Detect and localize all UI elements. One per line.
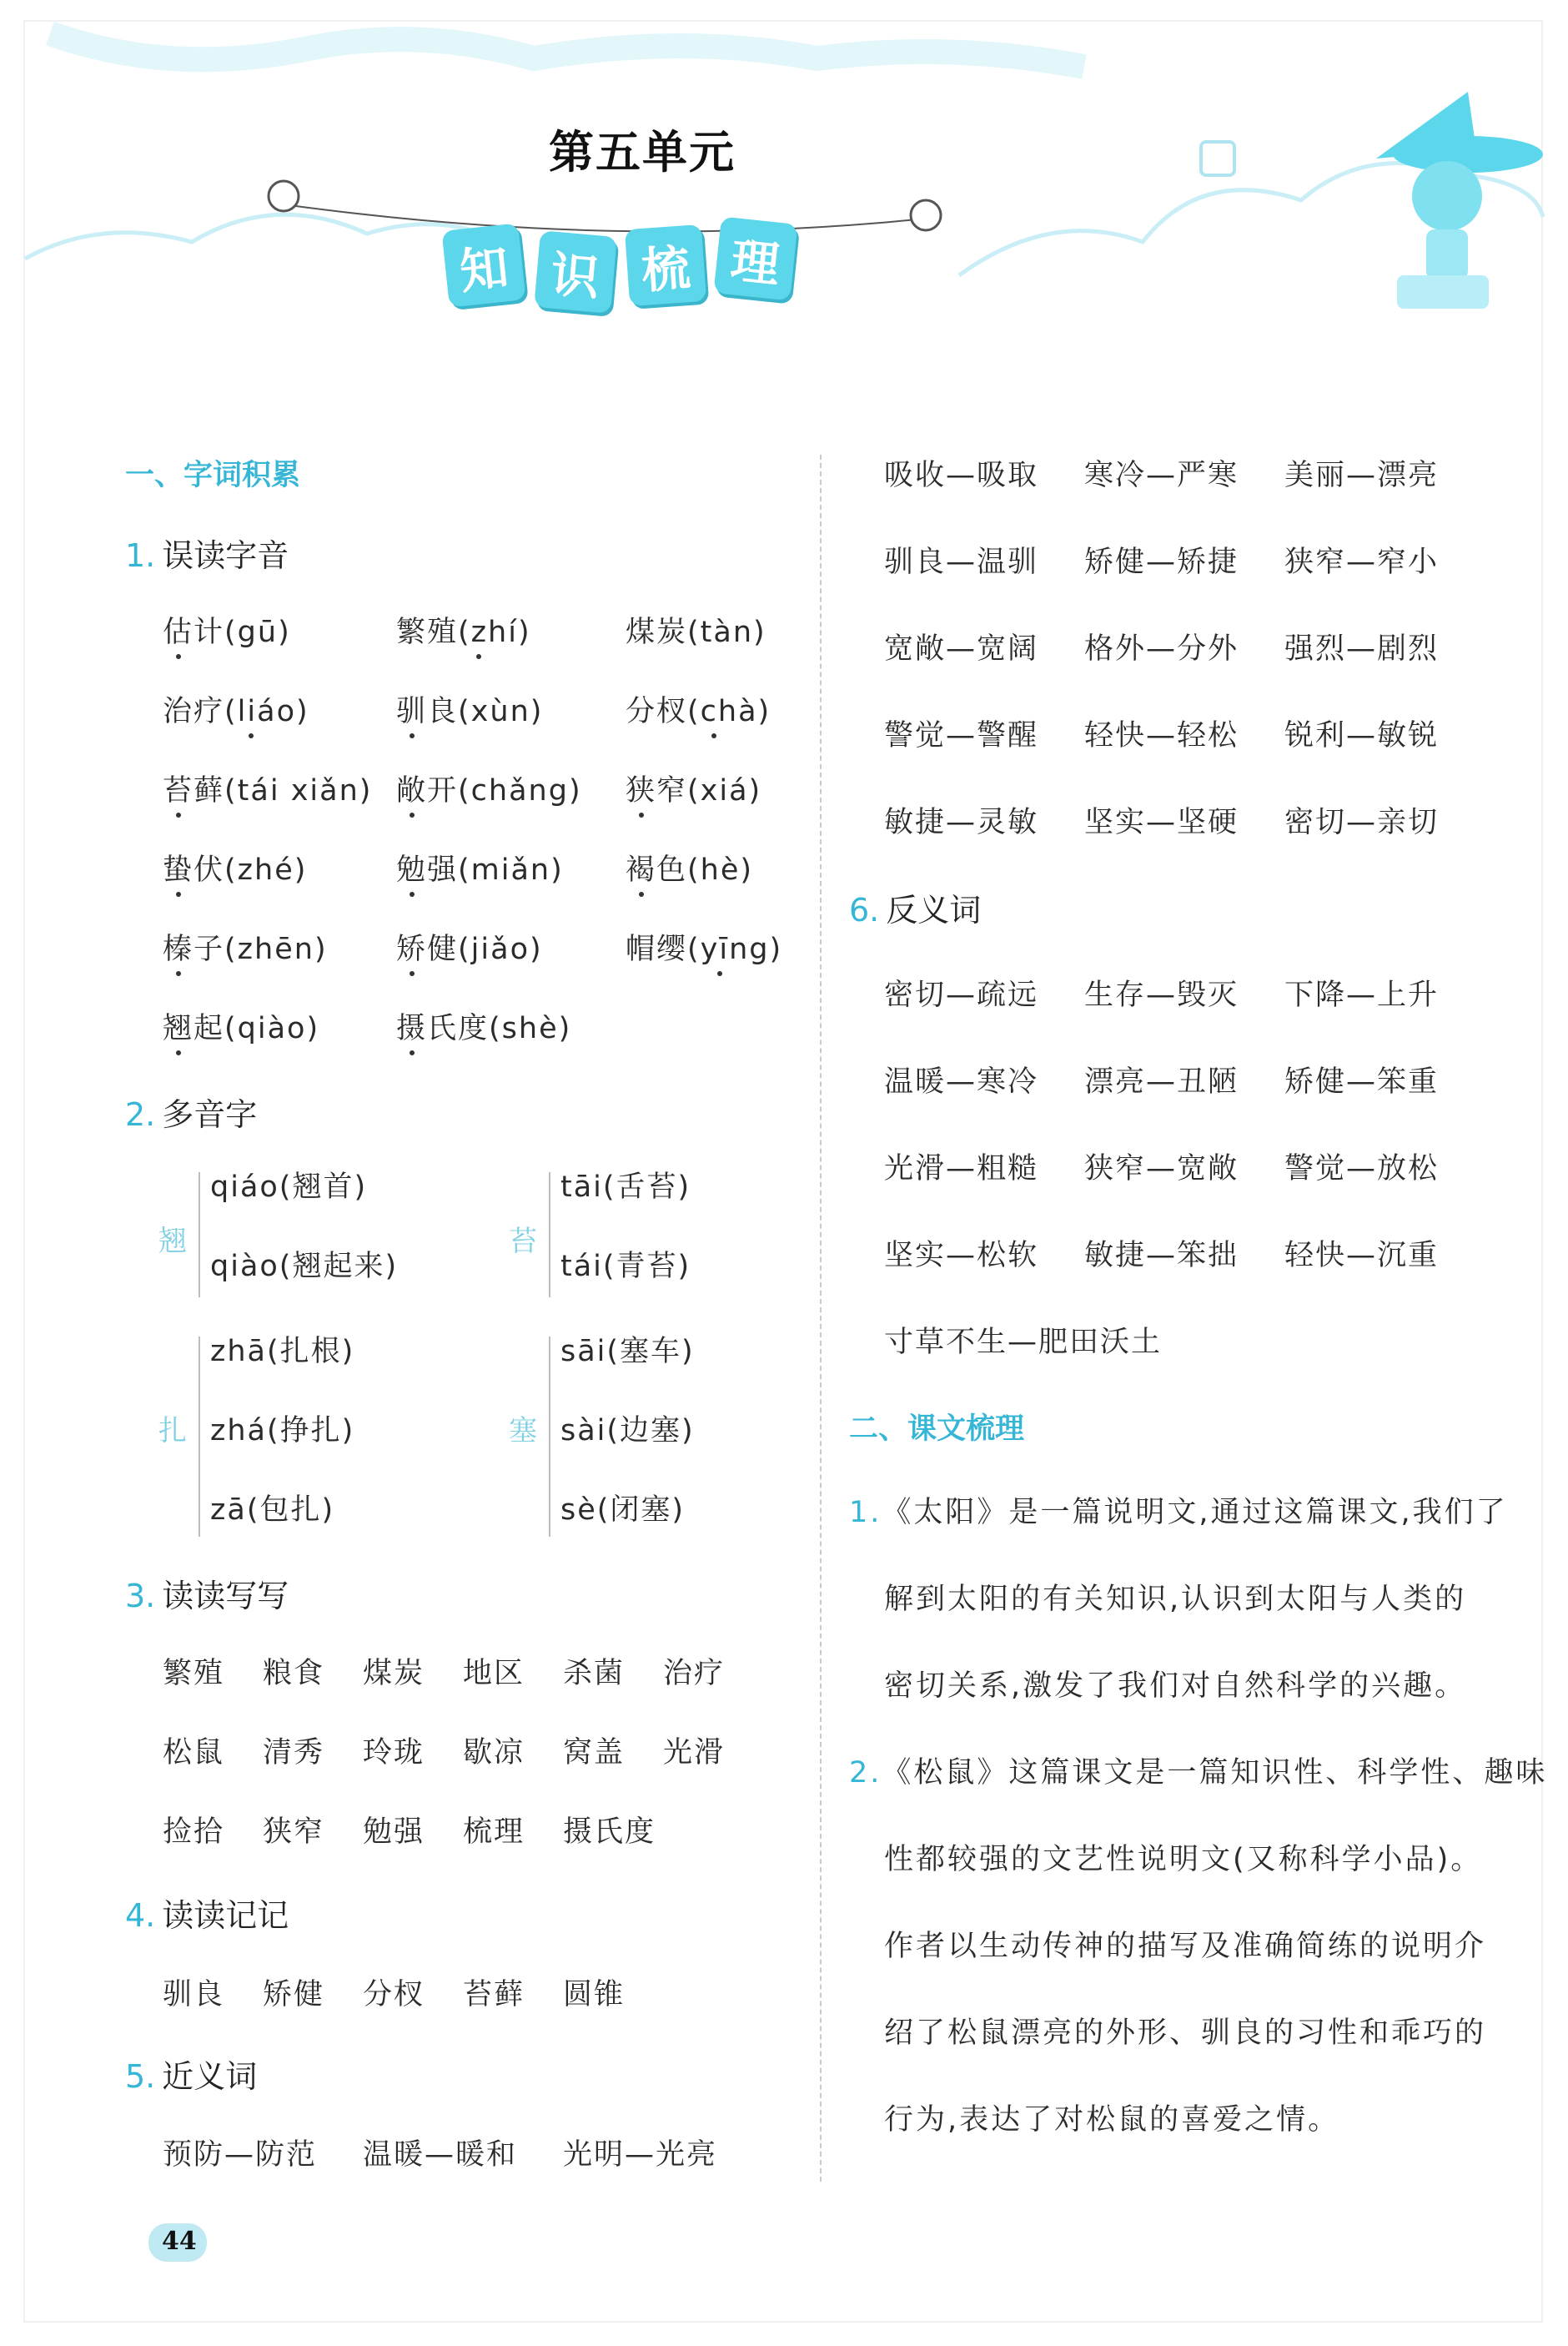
synonym-pair: 轻快—轻松 — [1084, 719, 1239, 753]
synonym-pair: 宽敞—宽阔 — [884, 632, 1039, 666]
word-item: 玲珑 — [363, 1736, 425, 1770]
word-item: 松鼠 — [163, 1736, 225, 1770]
reading-item: 敞开(chǎng) — [396, 774, 582, 808]
subsection-misread: 1. 误读字音 — [125, 537, 289, 574]
polyphone-char: 扎 — [158, 1414, 187, 1447]
reading-item: 治疗(liáo) — [163, 695, 309, 728]
synonym-pair: 预防—防范 — [163, 2138, 318, 2172]
paragraph-line: 1.《太阳》是一篇说明文,通过这篇课文,我们了 — [849, 1496, 1508, 1529]
read-write-grid — [163, 1650, 813, 1900]
word-item: 光滑 — [663, 1736, 726, 1770]
subsection-antonyms: 6. 反义词 — [849, 892, 982, 929]
synonym-pair: 吸收—吸取 — [884, 459, 1039, 492]
reading-item: 估计(gū) — [163, 616, 291, 649]
subsection-read-write: 3. 读读写写 — [125, 1578, 289, 1614]
girl-illustration-icon — [1376, 92, 1543, 309]
polyphone-char: 苔 — [509, 1225, 537, 1258]
paragraph-line: 解到太阳的有关知识,认识到太阳与人类的 — [884, 1583, 1467, 1616]
polyphone-reading: tái(青苔) — [560, 1250, 691, 1283]
word-item: 分杈 — [363, 1978, 425, 2011]
tile-shu: 梳 — [625, 224, 706, 306]
antonym-pair: 轻快—沉重 — [1284, 1239, 1440, 1272]
tile-zhi: 知 — [441, 223, 525, 307]
synonym-pair: 美丽—漂亮 — [1284, 459, 1440, 492]
paragraph-line: 2.《松鼠》这篇课文是一篇知识性、科学性、趣味 — [849, 1756, 1548, 1790]
word-item: 驯良 — [163, 1978, 225, 2011]
word-item: 粮食 — [263, 1657, 325, 1690]
subsection-synonyms: 5. 近义词 — [125, 2058, 258, 2095]
polyphone-reading: tāi(舌苔) — [560, 1170, 691, 1204]
paragraph-line: 性都较强的文艺性说明文(又称科学小品)。 — [884, 1843, 1483, 1876]
word-item: 矫健 — [263, 1978, 325, 2011]
word-item: 清秀 — [263, 1736, 325, 1770]
subsection-polyphone: 2. 多音字 — [125, 1096, 258, 1133]
paragraph-line: 作者以生动传神的描写及准确简练的说明介 — [884, 1930, 1487, 1963]
synonym-pair: 狭窄—窄小 — [1284, 546, 1440, 579]
word-item: 繁殖 — [163, 1657, 225, 1690]
antonym-pair: 寸草不生—肥田沃土 — [884, 1326, 1163, 1359]
antonym-pair: 生存—毁灭 — [1084, 979, 1239, 1012]
antonym-pair: 下降—上升 — [1284, 979, 1440, 1012]
synonym-pair: 强烈—剧烈 — [1284, 632, 1440, 666]
button-ornament-left — [269, 181, 299, 211]
column-divider — [820, 455, 822, 2182]
reading-item: 矫健(jiǎo) — [396, 933, 543, 966]
polyphone-group — [158, 1328, 459, 1570]
antonym-pair: 光滑—粗糙 — [884, 1152, 1039, 1186]
antonym-pair: 漂亮—丑陋 — [1084, 1065, 1239, 1099]
antonym-pair: 密切—疏远 — [884, 979, 1039, 1012]
synonym-pair: 驯良—温驯 — [884, 546, 1039, 579]
antonym-pair: 坚实—松软 — [884, 1239, 1039, 1272]
synonym-row — [163, 2132, 813, 2182]
polyphone-reading: qiáo(翘首) — [210, 1170, 368, 1204]
antonym-pair: 警觉—放松 — [1284, 1152, 1440, 1186]
reading-item: 驯良(xùn) — [396, 695, 544, 728]
section-title-text-review: 二、课文梳理 — [849, 1412, 1025, 1446]
word-item: 窝盖 — [563, 1736, 626, 1770]
synonym-pair: 温暖—暖和 — [363, 2138, 518, 2172]
word-item: 勉强 — [363, 1815, 425, 1849]
antonym-pair: 狭窄—宽敞 — [1084, 1152, 1239, 1186]
word-item: 圆锥 — [563, 1978, 626, 2011]
read-remember-row — [163, 1971, 813, 2021]
polyphone-char: 翘 — [158, 1225, 187, 1258]
polyphone-reading: sāi(塞车) — [560, 1335, 695, 1368]
knowledge-tiles — [442, 215, 809, 307]
word-item: 歇凉 — [463, 1736, 525, 1770]
reading-item: 分杈(chà) — [626, 695, 771, 728]
tile-shi: 识 — [534, 230, 617, 314]
word-item: 捡拾 — [163, 1815, 225, 1849]
word-item: 煤炭 — [363, 1657, 425, 1690]
polyphone-reading: zhā(扎根) — [210, 1335, 355, 1368]
polyphone-reading: zhá(挣扎) — [210, 1414, 355, 1447]
polyphone-reading: zā(包扎) — [210, 1493, 335, 1527]
reading-item: 勉强(miǎn) — [396, 853, 564, 887]
reading-grid — [163, 609, 813, 1060]
section-title-vocab: 一、字词积累 — [125, 459, 301, 492]
synonym-pair: 锐利—敏锐 — [1284, 719, 1440, 753]
synonym-pair: 格外—分外 — [1084, 632, 1239, 666]
polyphone-group — [509, 1328, 809, 1570]
tile-li: 理 — [713, 216, 797, 300]
synonym-pair: 密切—亲切 — [1284, 806, 1440, 839]
antonym-pair: 敏捷—笨拙 — [1084, 1239, 1239, 1272]
word-item: 地区 — [463, 1657, 525, 1690]
reading-item: 蛰伏(zhé) — [163, 853, 308, 887]
synonym-pair: 寒冷—严寒 — [1084, 459, 1239, 492]
page-number: 44 — [125, 2215, 225, 2265]
polyphone-group — [158, 1164, 459, 1331]
header-banner — [0, 0, 1568, 350]
reading-item: 帽缨(yīng) — [626, 933, 783, 966]
antonym-pair: 矫健—笨重 — [1284, 1065, 1440, 1099]
paragraph-line: 密切关系,激发了我们对自然科学的兴趣。 — [884, 1669, 1467, 1703]
polyphone-reading: sè(闭塞) — [560, 1493, 686, 1527]
word-item: 治疗 — [663, 1657, 726, 1690]
word-item: 苔藓 — [463, 1978, 525, 2011]
reading-item: 摄氏度(shè) — [396, 1012, 572, 1045]
word-item: 梳理 — [463, 1815, 525, 1849]
synonym-grid — [884, 452, 1535, 886]
reading-item: 苔藓(tái xiǎn) — [163, 774, 373, 808]
reading-item: 繁殖(zhí) — [396, 616, 531, 649]
reading-item: 煤炭(tàn) — [626, 616, 766, 649]
paragraph-line: 绍了松鼠漂亮的外形、驯良的习性和乖巧的 — [884, 2016, 1487, 2050]
word-item: 杀菌 — [563, 1657, 626, 1690]
polyphone-group — [509, 1164, 809, 1331]
word-item: 摄氏度 — [563, 1815, 656, 1849]
reading-item: 翘起(qiào) — [163, 1012, 320, 1045]
synonym-pair: 警觉—警醒 — [884, 719, 1039, 753]
antonym-grid — [884, 972, 1535, 1406]
synonym-pair: 坚实—坚硬 — [1084, 806, 1239, 839]
reading-item: 榛子(zhēn) — [163, 933, 328, 966]
polyphone-reading: qiào(翘起来) — [210, 1250, 399, 1283]
synonym-pair: 矫健—矫捷 — [1084, 546, 1239, 579]
reading-item: 褐色(hè) — [626, 853, 754, 887]
reading-item: 狭窄(xiá) — [626, 774, 762, 808]
polyphone-char: 塞 — [509, 1414, 537, 1447]
unit-title: 第五单元 — [549, 125, 736, 179]
synonym-pair: 光明—光亮 — [563, 2138, 718, 2172]
button-ornament-right — [911, 200, 941, 230]
polyphone-reading: sài(边塞) — [560, 1414, 695, 1447]
paragraph-line: 行为,表达了对松鼠的喜爱之情。 — [884, 2103, 1340, 2137]
synonym-pair: 敏捷—灵敏 — [884, 806, 1039, 839]
subsection-read-remember: 4. 读读记记 — [125, 1897, 289, 1934]
antonym-pair: 温暖—寒冷 — [884, 1065, 1039, 1099]
word-item: 狭窄 — [263, 1815, 325, 1849]
